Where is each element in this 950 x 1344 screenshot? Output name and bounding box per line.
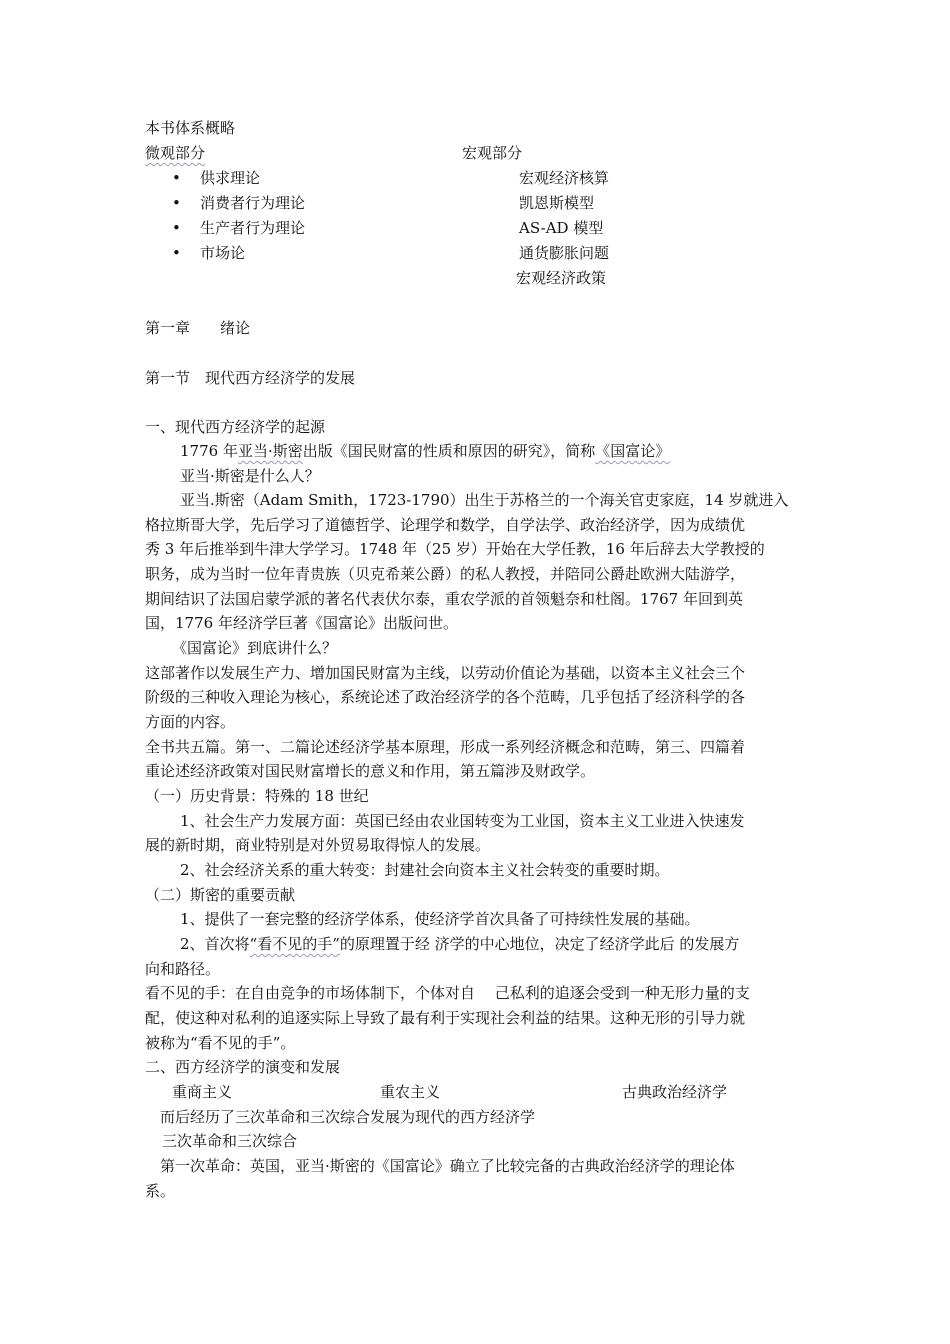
bullet-icon: •: [172, 244, 181, 262]
macro-item: 宏观经济核算: [519, 169, 610, 187]
micro-item: • 市场论: [172, 244, 246, 262]
part2-heading: 二、西方经济学的演变和发展: [145, 1058, 341, 1076]
bullet-icon: •: [172, 194, 181, 212]
paragraph-line: 1、社会生产力发展方面：英国已经由农业国转变为工业国，资本主义工业进入快速发: [180, 812, 745, 830]
paragraph-line: 看不见的手：在自由竞争的市场体制下，个体对自 己私利的追逐会受到一种无形力量的支: [145, 984, 750, 1002]
part1-heading: 一、现代西方经济学的起源: [145, 418, 326, 436]
question-line: 《国富论》到底讲什么？: [172, 639, 338, 657]
paragraph-line: 配，使这种对私利的追逐实际上导致了最有利于实现社会利益的结果。这种无形的引导力就: [145, 1009, 746, 1027]
adam-smith-link: 亚当·斯密: [237, 442, 303, 460]
paragraph-line: 被称为“看不见的手”。: [145, 1034, 296, 1052]
section-title: 第一节 现代西方经济学的发展: [145, 369, 356, 387]
school-label: 重商主义: [172, 1083, 233, 1101]
macro-item: 通货膨胀问题: [519, 244, 610, 262]
paragraph-line: 1、提供了一套完整的经济学体系，使经济学首次具备了可持续性发展的基础。: [180, 910, 700, 928]
bio-line: 期间结识了法国启蒙学派的著名代表伏尔泰，重农学派的首领魁奈和杜阁。1767 年回到英: [145, 590, 743, 608]
school-label: 古典政治经济学: [622, 1083, 728, 1101]
subheading: （一）历史背景：特殊的 18 世纪: [145, 787, 369, 805]
micro-item: • 消费者行为理论: [172, 194, 306, 212]
macro-item: 凯恩斯模型: [519, 194, 595, 212]
chapter-title: 第一章 绪论: [145, 319, 251, 337]
bio-line: 亚当.斯密（Adam Smith，1723-1790）出生于苏格兰的一个海关官吏家庭，14 岁就进入: [180, 491, 789, 509]
bio-line: 格拉斯哥大学，先后学习了道德哲学、论理学和数学，自学法学、政治经济学，因为成绩优: [145, 516, 746, 534]
macro-item: 宏观经济政策: [516, 269, 607, 287]
paragraph-line: 重论述经济政策对国民财富增长的意义和作用，第五篇涉及财政学。: [145, 762, 596, 780]
question-line: 亚当·斯密是什么人？: [180, 467, 320, 485]
bullet-icon: •: [172, 169, 181, 187]
paragraph-line: 方面的内容。: [145, 713, 236, 731]
invisible-hand-term: “看不见的手”: [249, 935, 340, 953]
paragraph-line: 全书共五篇。第一、二篇论述经济学基本原理，形成一系列经济概念和范畴，第三、四篇着: [145, 738, 746, 756]
paragraph-line: 展的新时期，商业特别是对外贸易取得惊人的发展。: [145, 836, 491, 854]
subheading: （二）斯密的重要贡献: [145, 886, 296, 904]
overview-title: 本书体系概略: [145, 119, 236, 137]
paragraph-line: 而后经历了三次革命和三次综合发展为现代的西方经济学: [160, 1108, 536, 1126]
bio-line: 国，1776 年经济学巨著《国富论》出版问世。: [145, 614, 458, 632]
bio-line: 秀 3 年后推举到牛津大学学习。1748 年（25 岁）开始在大学任教，16 年后辞去大学教授的: [145, 540, 765, 558]
paragraph-line: 阶级的三种收入理论为核心，系统论述了政治经济学的各个范畴，几乎包括了经济科学的各: [145, 688, 746, 706]
paragraph-line: 2、社会经济关系的重大转变：封建社会向资本主义社会转变的重要时期。: [180, 861, 670, 879]
macro-heading: 宏观部分: [462, 144, 523, 162]
paragraph-line: 2、首次将“看不见的手”的原理置于经 济学的中心地位，决定了经济学此后 的发展方: [180, 935, 740, 953]
micro-heading: 微观部分: [145, 144, 206, 162]
bullet-icon: •: [172, 219, 181, 237]
paragraph-line: 三次革命和三次综合: [162, 1132, 298, 1150]
paragraph-line: 向和路径。: [145, 960, 221, 978]
paragraph-line: 这部著作以发展生产力、增加国民财富为主线，以劳动价值论为基础，以资本主义社会三个: [145, 664, 746, 682]
macro-item: AS-AD 模型: [519, 219, 604, 237]
wealth-of-nations-term: 《国富论》: [595, 442, 671, 460]
bio-line: 职务，成为当时一位年青贵族（贝克希莱公爵）的私人教授，并陪同公爵赴欧洲大陆游学，: [145, 565, 746, 583]
paragraph-line: 系。: [145, 1182, 176, 1200]
paragraph-line: 1776 年亚当·斯密出版《国民财富的性质和原因的研究》，简称《国富论》: [180, 442, 671, 460]
school-label: 重农主义: [380, 1083, 441, 1101]
micro-item: • 供求理论: [172, 169, 261, 187]
paragraph-line: 第一次革命：英国，亚当·斯密的《国富论》确立了比较完备的古典政治经济学的理论体: [160, 1157, 735, 1175]
micro-item: • 生产者行为理论: [172, 219, 306, 237]
